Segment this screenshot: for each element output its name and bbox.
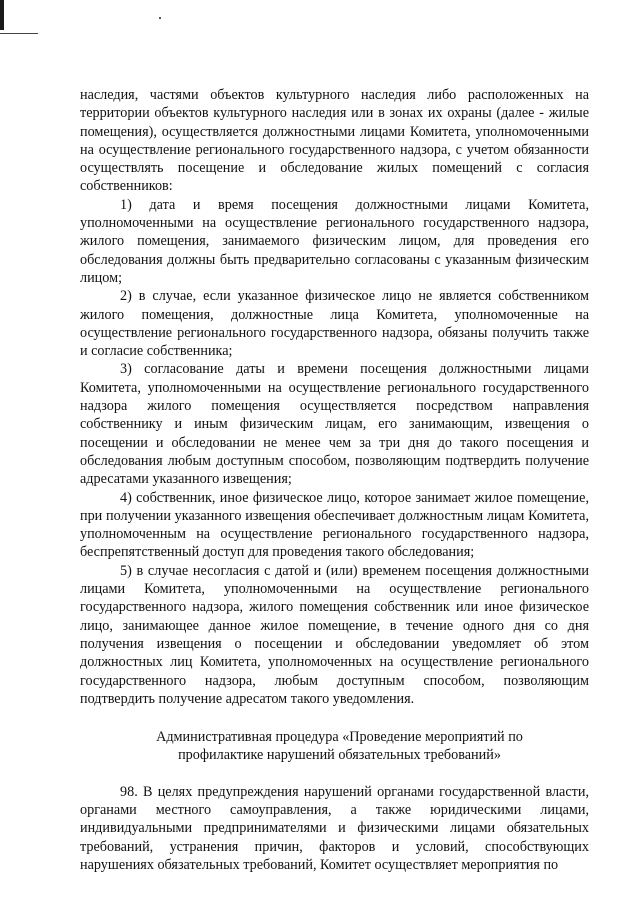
section-heading-line-1: Административная процедура «Проведение мероприятий по [156,729,523,746]
section-heading-line-2: профилактике нарушений обязательных требований» [178,747,501,764]
scan-edge-mark [0,0,4,30]
paragraph-item-4: 4) собственник, иное физическое лицо, которое занимает жилое помещение, при получении указанного извещения обеспечивает должностным лицам Комитета, уполномоченным на осуществление регионального государственного надзора, беспрепятственный доступ для проведения такого обследования; [80,489,589,561]
document-page [80,86,589,874]
paragraph-item-1: 1) дата и время посещения должностными лицами Комитета, уполномоченными на осуществление регионального государственного надзора, жилого помещения, занимаемого физическим лицом, для проведения его обследования должны быть предварительно согласованы с указанным физическим лицом; [80,196,589,286]
paragraph-item-2: 2) в случае, если указанное физическое лицо не является собственником жилого помещения, должностные лица Комитета, уполномоченные на осуществление регионального государственного надзора, обязаны получить также и согласие собственника; [80,288,589,360]
paragraph-98: 98. В целях предупреждения нарушений органами государственной власти, органами местного самоуправления, а также юридическими лицами, индивидуальными предпринимателями и физическими лицами обязательных требований, устранения причин, факторов и условий, способствующих нарушениях обязательных требований, Комитет осуществляет мероприятия по [80,783,589,873]
paragraph-item-3: 3) согласование даты и времени посещения должностными лицами Комитета, уполномоченными на осуществление регионального государственного надзора жилого помещения осуществляется посредством направления собственнику и иным физическим лицам, его занимающим, извещения о посещении и обследовании не менее чем за три дня до такого посещения и обследования любым доступным способом, позволяющим подтвердить получение адресатами указанного извещения; [80,361,589,488]
scan-edge-line [0,33,38,34]
scan-speck [159,17,161,19]
paragraph-continuation: наследия, частями объектов культурного наследия либо расположенных на территории объектов культурного наследия или в зонах их охраны (далее - жилые помещения), осуществляется должностными лицами Комитета, уполномоченными на осуществление регионального государственного надзора, с учетом обязанности осуществлять посещение и обследование жилых помещений с согласия собственников: [80,87,589,195]
section-heading [80,728,589,765]
paragraph-item-5: 5) в случае несогласия с датой и (или) временем посещения должностными лицами Комитета, уполномоченными на осуществление регионального государственного надзора, жилого помещения собственник или иное физическое лицо, занимающее данное жилое помещение, в течение одного дня со дня получения извещения о посещении и обследовании уведомляет об этом должностных лиц Комитета, уполномоченных на осуществление регионального государственного надзора, любым доступным способом, позволяющим подтвердить получение адресатом такого уведомления. [80,562,589,707]
